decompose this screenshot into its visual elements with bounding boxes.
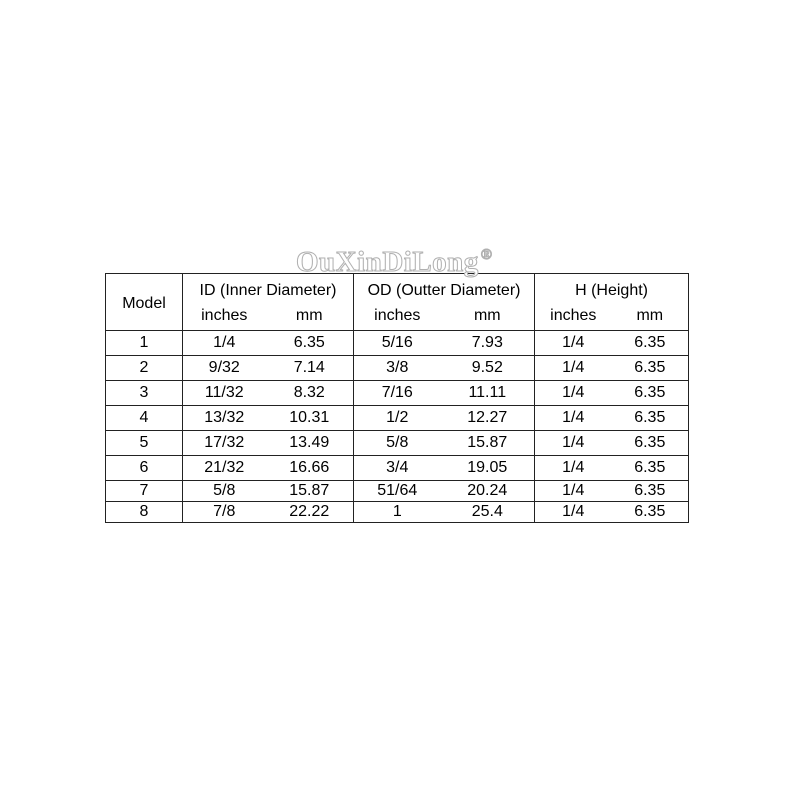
- cell-od-inches: 5/8: [354, 431, 441, 456]
- size-spec-table: [105, 273, 689, 523]
- cell-h-mm: 6.35: [612, 481, 689, 502]
- cell-h-inches: 1/4: [535, 456, 612, 481]
- registered-mark: ®: [480, 247, 493, 263]
- cell-h-inches: 1/4: [535, 356, 612, 381]
- cell-od-inches: 3/4: [354, 456, 441, 481]
- cell-od-mm: 9.52: [441, 356, 535, 381]
- unit-od-inches: inches: [374, 307, 421, 324]
- unit-h-mm: mm: [636, 307, 664, 324]
- cell-id-mm: 6.35: [266, 331, 354, 356]
- unit-id-mm: mm: [266, 304, 354, 331]
- cell-h-inches: 1/4: [535, 502, 612, 523]
- cell-model: 6: [106, 456, 183, 481]
- cell-id-mm: 22.22: [266, 502, 354, 523]
- cell-h-inches: 1/4: [535, 481, 612, 502]
- cell-h-mm: 6.35: [612, 331, 689, 356]
- cell-h-inches: 1/4: [535, 431, 612, 456]
- cell-od-inches: 7/16: [354, 381, 441, 406]
- cell-id-mm: 16.66: [266, 456, 354, 481]
- cell-od-mm: 15.87: [441, 431, 535, 456]
- cell-id-mm: 10.31: [266, 406, 354, 431]
- cell-id-inches: 13/32: [183, 406, 266, 431]
- table-row: [106, 331, 689, 356]
- cell-od-mm: 11.11: [441, 381, 535, 406]
- cell-id-inches: 1/4: [183, 331, 266, 356]
- unit-h-inches: inches: [550, 307, 597, 324]
- cell-id-mm: 8.32: [266, 381, 354, 406]
- cell-od-mm: 19.05: [441, 456, 535, 481]
- table-row: [106, 381, 689, 406]
- cell-od-inches: 1: [354, 502, 441, 523]
- cell-model: 8: [106, 502, 183, 523]
- cell-id-inches: 5/8: [183, 481, 266, 502]
- cell-h-mm: 6.35: [612, 431, 689, 456]
- unit-od-mm: mm: [441, 304, 535, 331]
- cell-h-mm: 6.35: [612, 456, 689, 481]
- cell-id-inches: 17/32: [183, 431, 266, 456]
- cell-od-inches: 5/16: [354, 331, 441, 356]
- header-height: H (Height): [575, 281, 648, 299]
- table-row: [106, 406, 689, 431]
- cell-od-inches: 3/8: [354, 356, 441, 381]
- cell-h-inches: 1/4: [535, 381, 612, 406]
- cell-h-mm: 6.35: [612, 356, 689, 381]
- table-row: [106, 356, 689, 381]
- cell-id-inches: 11/32: [183, 381, 266, 406]
- table-row: [106, 456, 689, 481]
- cell-od-mm: 20.24: [441, 481, 535, 502]
- header-row-units: [106, 304, 689, 331]
- header-outer-diameter: OD (Outter Diameter): [354, 274, 535, 305]
- cell-od-mm: 12.27: [441, 406, 535, 431]
- cell-id-inches: 9/32: [183, 356, 266, 381]
- cell-od-inches: 1/2: [354, 406, 441, 431]
- cell-model: 2: [106, 356, 183, 381]
- cell-id-mm: 15.87: [266, 481, 354, 502]
- table-row: [106, 481, 689, 502]
- cell-h-inches: 1/4: [535, 331, 612, 356]
- cell-id-inches: 21/32: [183, 456, 266, 481]
- cell-model: 5: [106, 431, 183, 456]
- cell-model: 4: [106, 406, 183, 431]
- cell-od-mm: 25.4: [441, 502, 535, 523]
- cell-id-mm: 13.49: [266, 431, 354, 456]
- table-row: [106, 502, 689, 523]
- cell-id-mm: 7.14: [266, 356, 354, 381]
- header-inner-diameter: ID (Inner Diameter): [183, 274, 354, 305]
- cell-h-mm: 6.35: [612, 406, 689, 431]
- cell-h-mm: 6.35: [612, 381, 689, 406]
- table-row: [106, 431, 689, 456]
- cell-model: 3: [106, 381, 183, 406]
- header-model: Model: [106, 274, 183, 331]
- cell-id-inches: 7/8: [183, 502, 266, 523]
- watermark-text: OuXinDiLong: [296, 246, 479, 278]
- cell-od-inches: 51/64: [354, 481, 441, 502]
- cell-h-mm: 6.35: [612, 502, 689, 523]
- cell-model: 7: [106, 481, 183, 502]
- header-row-titles: [106, 274, 689, 305]
- unit-id-inches: inches: [201, 307, 248, 324]
- cell-model: 1: [106, 331, 183, 356]
- cell-h-inches: 1/4: [535, 406, 612, 431]
- cell-od-mm: 7.93: [441, 331, 535, 356]
